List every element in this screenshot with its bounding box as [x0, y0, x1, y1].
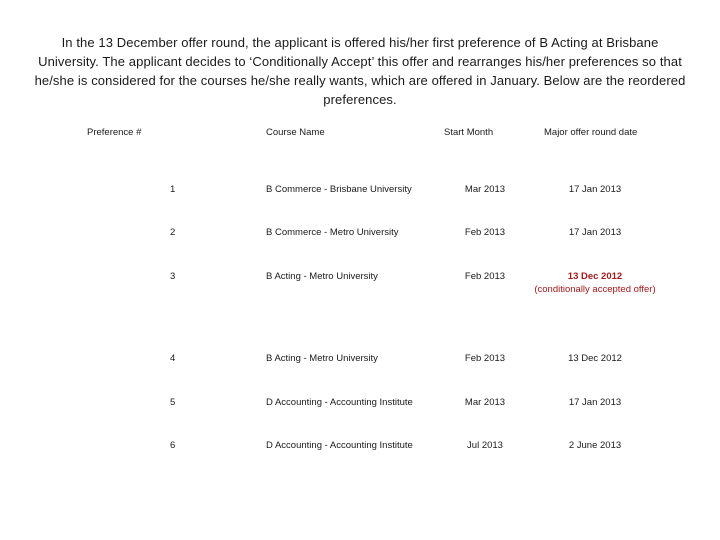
- row-5-major: 17 Jan 2013: [568, 397, 622, 408]
- row-6-course: D Accounting - Accounting Institute: [266, 440, 413, 451]
- row-5-number: 5: [170, 397, 176, 408]
- row-4-major: 13 Dec 2012: [568, 353, 622, 364]
- row-2-number: 2: [170, 227, 176, 238]
- row-1-number: 1: [170, 184, 176, 195]
- intro-paragraph: In the 13 December offer round, the applicant is offered his/her first preference of B Acting at Brisbane University. The applicant decides to ‘Conditionally Accept’ this offer and rearranges his/her preferences so that he/she is considered for the courses he/she really wants, which are offered in January. Below are the reordered preferences.: [34, 35, 686, 107]
- row-6-number: 6: [170, 440, 176, 451]
- header-course-name: Course Name: [266, 127, 325, 138]
- row-1-course: B Commerce - Brisbane University: [266, 184, 412, 195]
- row-2-start: Feb 2013: [464, 227, 506, 238]
- row-3-major-date: 13 Dec 2012: [567, 271, 623, 282]
- row-6-start: Jul 2013: [467, 440, 503, 451]
- row-1-start: Mar 2013: [464, 184, 506, 195]
- row-2-course: B Commerce - Metro University: [266, 227, 399, 238]
- row-3-start: Feb 2013: [464, 271, 506, 282]
- header-major-offer-round: Major offer round date: [544, 127, 638, 138]
- row-3-major-note: (conditionally accepted offer): [534, 284, 656, 295]
- header-start-month: Start Month: [444, 127, 494, 138]
- row-3-course: B Acting - Metro University: [266, 271, 378, 282]
- row-3-number: 3: [170, 271, 176, 282]
- row-5-start: Mar 2013: [464, 397, 506, 408]
- row-4-start: Feb 2013: [464, 353, 506, 364]
- row-5-course: D Accounting - Accounting Institute: [266, 397, 413, 408]
- row-3-major-highlight: [534, 270, 656, 296]
- header-preference: Preference #: [87, 127, 142, 138]
- row-1-major: 17 Jan 2013: [568, 184, 622, 195]
- row-4-number: 4: [170, 353, 176, 364]
- row-6-major: 2 June 2013: [568, 440, 622, 451]
- row-4-course: B Acting - Metro University: [266, 353, 378, 364]
- row-2-major: 17 Jan 2013: [568, 227, 622, 238]
